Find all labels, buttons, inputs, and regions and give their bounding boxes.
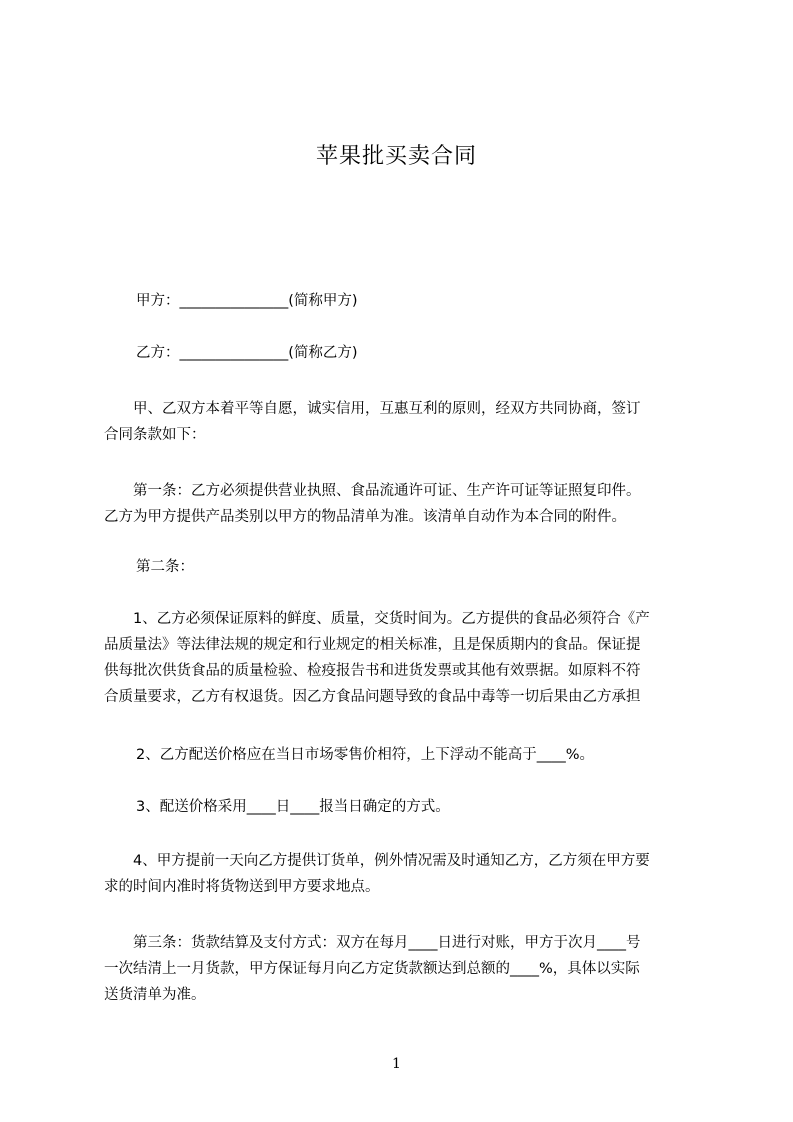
party-b-line: 乙方：_______________(简称乙方) bbox=[136, 345, 358, 361]
article2-heading: 第二条： bbox=[136, 559, 194, 575]
article3-line-3: 送货清单为准。 bbox=[104, 987, 206, 1003]
article2-item4-line-2: 求的时间内准时将货物送到甲方要求地点。 bbox=[104, 879, 380, 895]
article1-line-2: 乙方为甲方提供产品类别以甲方的物品清单为准。该清单自动作为本合同的附件。 bbox=[104, 509, 626, 525]
page-number: 1 bbox=[392, 1056, 401, 1072]
intro-paragraph-line-2: 合同条款如下： bbox=[104, 427, 206, 443]
article2-item4-line-1: 4、甲方提前一天向乙方提供订货单，例外情况需及时通知乙方，乙方须在甲方要 bbox=[104, 853, 650, 869]
article3-line-2: 一次结清上一月货款，甲方保证每月向乙方定货款额达到总额的____%，具体以实际 bbox=[104, 961, 640, 977]
article2-item2: 2、乙方配送价格应在当日市场零售价相符，上下浮动不能高于____%。 bbox=[136, 747, 595, 763]
article3-line-1: 第三条：货款结算及支付方式：双方在每月____日进行对账，甲方于次月____号 bbox=[104, 935, 641, 951]
article2-item1-line-3: 供每批次供货食品的质量检验、检疫报告书和进货发票或其他有效票据。如原料不符 bbox=[104, 663, 641, 679]
article2-item1-line-2: 品质量法》等法律法规的规定和行业规定的相关标准，且是保质期内的食品。保证提 bbox=[104, 637, 641, 653]
article2-item3: 3、配送价格采用____日____报当日确定的方式。 bbox=[136, 799, 450, 815]
article2-item1-line-1: 1、乙方必须保证原料的鲜度、质量，交货时间为。乙方提供的食品必须符合《产 bbox=[104, 611, 650, 627]
party-a-line: 甲方：_______________(简称甲方) bbox=[136, 293, 358, 309]
article2-item1-line-4: 合质量要求，乙方有权退货。因乙方食品问题导致的食品中毒等一切后果由乙方承担 bbox=[104, 689, 641, 705]
article1-line-1: 第一条：乙方必须提供营业执照、食品流通许可证、生产许可证等证照复印件。 bbox=[104, 483, 641, 499]
intro-paragraph-line-1: 甲、乙双方本着平等自愿，诚实信用，互惠互利的原则，经双方共同协商，签订 bbox=[104, 401, 641, 417]
document-title: 苹果批买卖合同 bbox=[315, 144, 477, 169]
